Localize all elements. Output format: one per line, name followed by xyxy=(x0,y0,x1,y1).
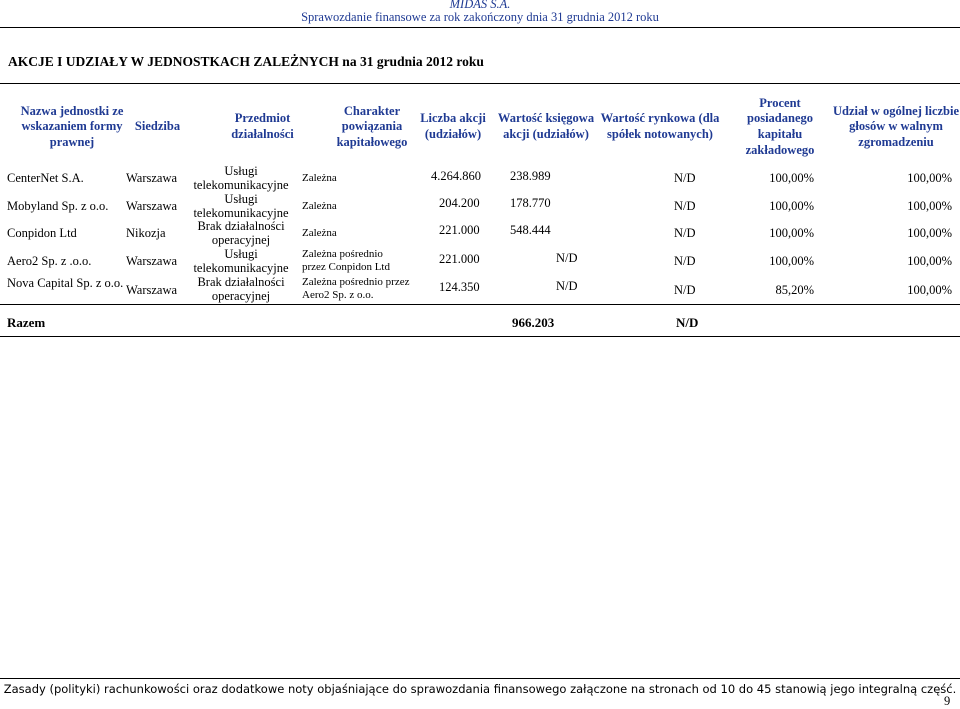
page-title: AKCJE I UDZIAŁY W JEDNOSTKACH ZALEŻNYCH na 31 grudnia 2012 roku xyxy=(8,54,484,69)
row-activity: Brak działalności operacyjnej xyxy=(197,275,285,303)
row-activity: Brak działalności operacyjnej xyxy=(197,219,285,247)
row-name: Aero2 Sp. z .o.o. xyxy=(7,254,92,268)
row-shares: 4.264.860 xyxy=(431,169,481,183)
row-market-value: N/D xyxy=(674,171,696,185)
row-market-value: N/D xyxy=(674,254,696,268)
col-header-seat: Siedziba xyxy=(134,119,181,134)
total-market-value: N/D xyxy=(676,315,699,330)
total-bottom-rule xyxy=(0,336,960,337)
col-header-capital-pct: Procent posiadanego kapitału zakładowego xyxy=(745,95,815,157)
row-name: Mobyland Sp. z o.o. xyxy=(7,199,109,213)
row-activity: Usługi telekomunikacyjne xyxy=(193,192,289,220)
col-header-activity: Przedmiot działalności xyxy=(231,111,294,141)
row-relation: Zależna pośrednio przez Aero2 Sp. z o.o. xyxy=(302,276,410,301)
row-book-value: 238.989 xyxy=(510,169,551,183)
row-capital-pct: 85,20% xyxy=(775,283,814,297)
row-book-value: 548.444 xyxy=(510,223,551,237)
row-capital-pct: 100,00% xyxy=(769,199,814,213)
row-votes-pct: 100,00% xyxy=(907,226,952,240)
total-label: Razem xyxy=(7,315,46,330)
row-book-value: 178.770 xyxy=(510,196,551,210)
row-shares: 124.350 xyxy=(439,280,480,294)
footer-rule xyxy=(0,678,960,679)
footer-note: Zasady (polityki) rachunkowości oraz dodatkowe noty objaśniające do sprawozdania finansowego załączone na stronach od 10 do 45 stanowią jego integralną część. xyxy=(3,682,957,696)
row-book-value: N/D xyxy=(556,251,578,265)
row-relation: Zależna xyxy=(302,172,337,184)
row-shares: 221.000 xyxy=(439,223,480,237)
row-capital-pct: 100,00% xyxy=(769,171,814,185)
row-market-value: N/D xyxy=(674,226,696,240)
row-votes-pct: 100,00% xyxy=(907,283,952,297)
row-relation: Zależna xyxy=(302,200,337,212)
header-rule xyxy=(0,27,960,28)
page-number: 9 xyxy=(944,694,951,708)
col-header-shares: Liczba akcji (udziałów) xyxy=(420,111,486,141)
row-capital-pct: 100,00% xyxy=(769,226,814,240)
row-seat: Warszawa xyxy=(126,199,178,213)
row-seat: Warszawa xyxy=(126,171,178,185)
row-votes-pct: 100,00% xyxy=(907,254,952,268)
row-market-value: N/D xyxy=(674,199,696,213)
row-votes-pct: 100,00% xyxy=(907,199,952,213)
col-header-name: Nazwa jednostki ze wskazaniem formy prawnej xyxy=(20,103,124,149)
company-name: MIDAS S.A. xyxy=(449,0,511,11)
row-votes-pct: 100,00% xyxy=(907,171,952,185)
col-header-votes-pct: Udział w ogólnej liczbie głosów w walnym zgromadzeniu xyxy=(832,103,960,149)
row-seat: Warszawa xyxy=(126,283,178,297)
table-top-rule xyxy=(0,83,960,84)
row-seat: Warszawa xyxy=(126,254,178,268)
col-header-market-value: Wartość rynkowa (dla spółek notowanych) xyxy=(600,111,720,141)
row-shares: 221.000 xyxy=(439,252,480,266)
row-name: Conpidon Ltd xyxy=(7,226,77,240)
row-relation: Zależna pośrednio przez Conpidon Ltd xyxy=(302,248,390,273)
total-book-value: 966.203 xyxy=(512,315,555,330)
total-top-rule xyxy=(0,304,960,305)
col-header-relation: Charakter powiązania kapitałowego xyxy=(336,103,408,149)
row-activity: Usługi telekomunikacyjne xyxy=(193,247,289,275)
row-capital-pct: 100,00% xyxy=(769,254,814,268)
col-header-book-value: Wartość księgowa akcji (udziałów) xyxy=(497,111,595,141)
row-book-value: N/D xyxy=(556,279,578,293)
row-name: CenterNet S.A. xyxy=(7,171,84,185)
row-shares: 204.200 xyxy=(439,196,480,210)
row-seat: Nikozja xyxy=(126,226,166,240)
row-name: Nova Capital Sp. z o.o. xyxy=(7,276,124,290)
row-activity: Usługi telekomunikacyjne xyxy=(193,164,289,192)
row-market-value: N/D xyxy=(674,283,696,297)
row-relation: Zależna xyxy=(302,227,337,239)
report-subtitle: Sprawozdanie finansowe za rok zakończony dnia 31 grudnia 2012 roku xyxy=(301,10,659,24)
